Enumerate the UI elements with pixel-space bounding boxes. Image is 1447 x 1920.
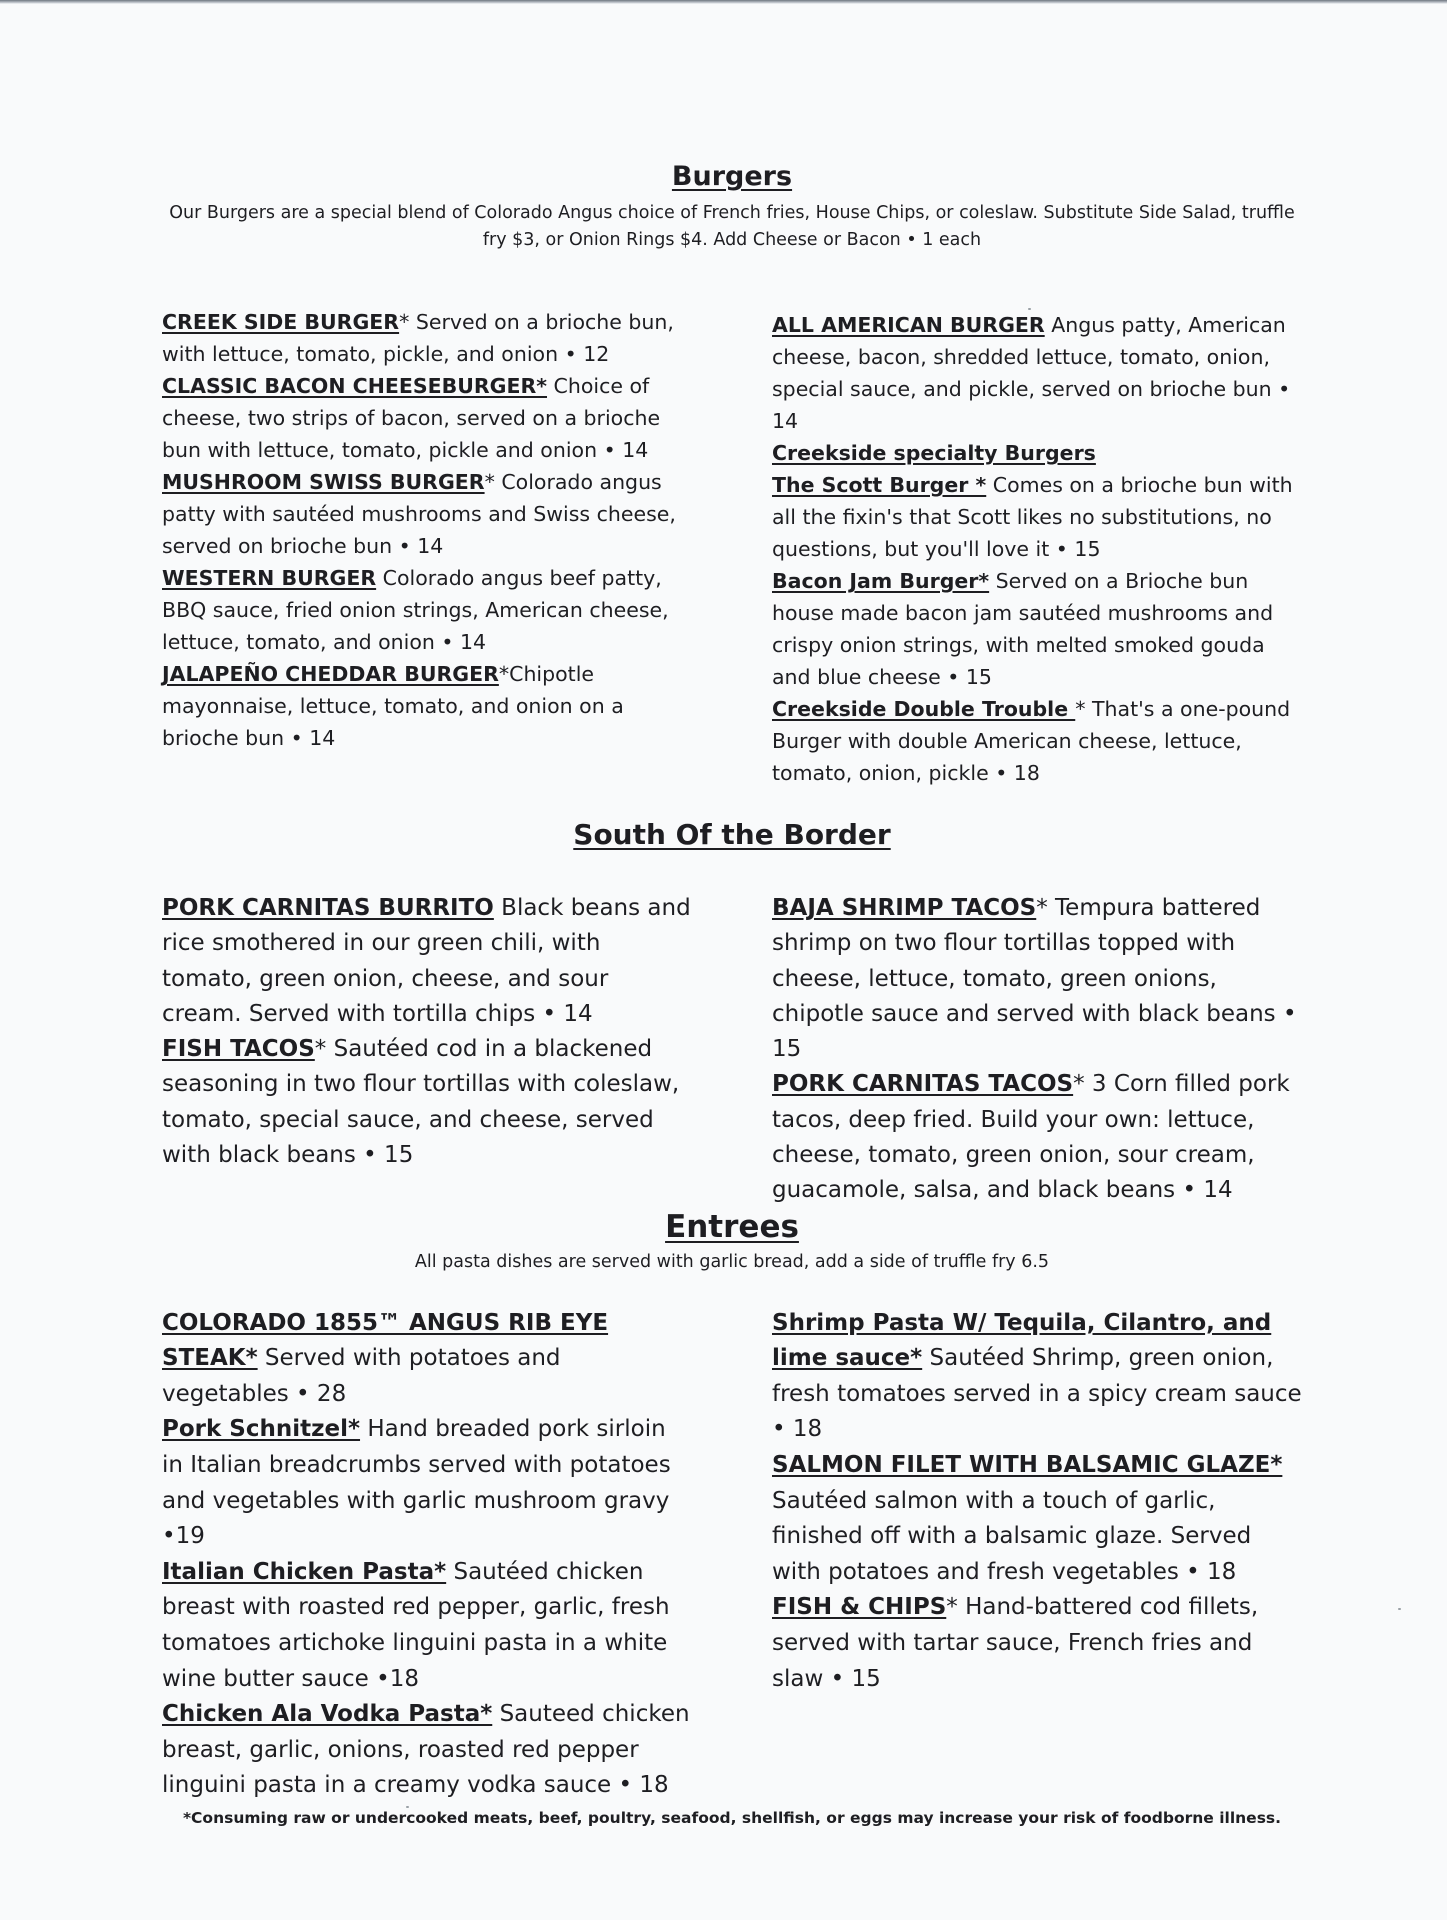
menu-item <box>162 658 692 754</box>
menu-item <box>772 693 1302 789</box>
item-name: SALMON FILET WITH BALSAMIC GLAZE* <box>772 1452 1283 1479</box>
menu-item <box>162 1306 692 1413</box>
item-name: ALL AMERICAN BURGER <box>772 313 1045 337</box>
item-description: Sautéed Shrimp, green onion, fresh tomatoes served in a spicy cream sauce • 18 <box>772 1345 1302 1443</box>
item-description: * 3 Corn filled pork tacos, deep fried. Build your own: lettuce, cheese, tomato, green onion, sour cream, guacamole, salsa, and black beans • 14 <box>772 1071 1290 1204</box>
burgers-left-column <box>162 306 692 789</box>
entrees-section <box>162 1208 1302 1804</box>
item-description: Sauteed chicken breast, garlic, onions, roasted red pepper linguini pasta in a creamy vodka sauce • 18 <box>162 1701 690 1799</box>
item-description: Served on a Brioche bun house made bacon jam sautéed mushrooms and crispy onion strings, with melted smoked gouda and blue cheese • 15 <box>772 569 1274 689</box>
item-description: Choice of cheese, two strips of bacon, served on a brioche bun with lettuce, tomato, pickle and onion • 14 <box>162 374 661 462</box>
menu-item <box>772 1590 1302 1697</box>
item-description: Angus patty, American cheese, bacon, shredded lettuce, tomato, onion, special sauce, and pickle, served on brioche bun • 14 <box>772 313 1291 433</box>
burgers-note: Our Burgers are a special blend of Colorado Angus choice of French fries, House Chips, or coleslaw. Substitute Side Salad, truffle fry $3, or Onion Rings $4. Add Cheese or Bacon • 1 each <box>169 203 1295 250</box>
item-name: WESTERN BURGER <box>162 566 377 590</box>
menu-item <box>162 1555 692 1697</box>
item-description: * Tempura battered shrimp on two flour tortillas topped with cheese, lettuce, tomato, green onions, chipotle sauce and served with black beans • 15 <box>772 895 1297 1063</box>
south-right-column <box>772 891 1302 1209</box>
menu-page <box>162 160 1302 1828</box>
south-columns <box>162 891 1302 1209</box>
subsection-heading <box>772 437 1302 469</box>
menu-item <box>772 891 1302 1067</box>
entrees-right-column <box>772 1306 1302 1804</box>
item-description: Black beans and rice smothered in our green chili, with tomato, green onion, cheese, and sour cream. Served with tortilla chips • 14 <box>162 895 691 1027</box>
item-name: FISH & CHIPS <box>772 1594 947 1621</box>
item-name: Pork Schnitzel* <box>162 1416 361 1443</box>
item-name: The Scott Burger * <box>772 473 987 497</box>
item-description: Comes on a brioche bun with all the fixin's that Scott likes no substitutions, no questions, but you'll love it • 15 <box>772 473 1293 561</box>
menu-item <box>772 469 1302 565</box>
item-description: * Hand-battered cod fillets, served with tartar sauce, French fries and slaw • 15 <box>772 1594 1259 1692</box>
item-name: Creekside Double Trouble <box>772 697 1076 721</box>
menu-item <box>772 1306 1302 1448</box>
item-name: Chicken Ala Vodka Pasta* <box>162 1701 493 1728</box>
item-name: CREEK SIDE BURGER <box>162 310 400 334</box>
section-title-south: South Of the Border <box>573 818 891 851</box>
section-title-burgers: Burgers <box>671 161 793 192</box>
menu-item <box>162 466 692 562</box>
item-description: * Colorado angus patty with sautéed mushrooms and Swiss cheese, served on brioche bun • 14 <box>162 470 676 558</box>
south-left-column <box>162 891 692 1209</box>
section-title-entrees: Entrees <box>665 1208 799 1245</box>
menu-item <box>162 1697 692 1804</box>
menu-item <box>162 1412 692 1554</box>
item-name: Shrimp Pasta W/ Tequila, Cilantro, and lime sauce* <box>772 1309 1272 1372</box>
entrees-columns <box>162 1306 1302 1804</box>
item-name: BAJA SHRIMP TACOS <box>772 895 1037 921</box>
item-description: *Chipotle mayonnaise, lettuce, tomato, and onion on a brioche bun • 14 <box>162 662 624 750</box>
item-description: * Served on a brioche bun, with lettuce, tomato, pickle, and onion • 12 <box>162 310 674 366</box>
item-name: PORK CARNITAS TACOS <box>772 1071 1074 1098</box>
menu-item <box>772 1067 1302 1208</box>
item-description: Colorado angus beef patty, BBQ sauce, fried onion strings, American cheese, lettuce, tomato, and onion • 14 <box>162 566 669 654</box>
entrees-note: All pasta dishes are served with garlic bread, add a side of truffle fry 6.5 <box>414 1251 1050 1272</box>
burgers-section <box>162 160 1302 789</box>
scan-edge <box>0 0 1447 4</box>
item-name: JALAPEÑO CHEDDAR BURGER <box>162 662 499 686</box>
menu-item <box>772 565 1302 693</box>
scan-speck <box>1398 1608 1401 1610</box>
item-name: Bacon Jam Burger* <box>772 569 990 593</box>
item-name: FISH TACOS <box>162 1036 315 1063</box>
item-name: Creekside specialty Burgers <box>772 441 1096 465</box>
item-name: MUSHROOM SWISS BURGER <box>162 470 485 494</box>
item-description: Sautéed salmon with a touch of garlic, finished off with a balsamic glaze. Served with potatoes and fresh vegetables • 18 <box>772 1487 1252 1585</box>
item-description: Hand breaded pork sirloin in Italian breadcrumbs served with potatoes and vegetables with garlic mushroom gravy •19 <box>162 1416 671 1550</box>
item-description: Served with potatoes and vegetables • 28 <box>162 1345 561 1407</box>
burgers-columns <box>162 306 1302 789</box>
item-description: * Sautéed cod in a blackened seasoning in two flour tortillas with coleslaw, tomato, special sauce, and cheese, served with black beans • 15 <box>162 1036 680 1169</box>
food-safety-disclaimer: *Consuming raw or undercooked meats, beef, poultry, seafood, shellfish, or eggs may increase your risk of foodborne illness. <box>182 1808 1282 1827</box>
item-description: * That's a one-pound Burger with double American cheese, lettuce, tomato, onion, pickle • 18 <box>772 697 1291 785</box>
item-name: Italian Chicken Pasta* <box>162 1558 447 1585</box>
entrees-left-column <box>162 1306 692 1804</box>
menu-item <box>162 306 692 370</box>
menu-item <box>162 1032 692 1173</box>
menu-item <box>162 891 692 1032</box>
menu-item <box>772 1448 1302 1590</box>
burgers-right-column <box>772 306 1302 789</box>
item-name: COLORADO 1855™ ANGUS RIB EYE STEAK* <box>162 1309 609 1372</box>
menu-item <box>162 562 692 658</box>
item-name: CLASSIC BACON CHEESEBURGER* <box>162 374 548 398</box>
item-description: Sautéed chicken breast with roasted red pepper, garlic, fresh tomatoes artichoke linguini pasta in a white wine butter sauce •18 <box>162 1558 670 1692</box>
item-name: PORK CARNITAS BURRITO <box>162 895 494 921</box>
south-section <box>162 817 1302 1209</box>
menu-item <box>772 309 1302 437</box>
menu-item <box>162 370 692 466</box>
